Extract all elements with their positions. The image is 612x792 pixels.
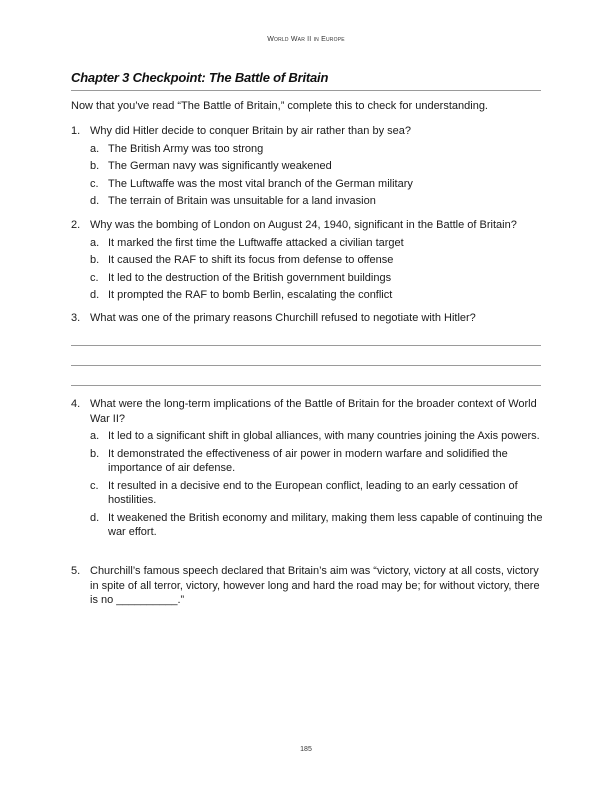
option-text: It marked the first time the Luftwaffe attacked a civilian target bbox=[108, 236, 404, 249]
answer-line[interactable] bbox=[71, 365, 541, 366]
option-text: The Luftwaffe was the most vital branch of the German military bbox=[108, 177, 413, 190]
question-2 bbox=[71, 218, 543, 303]
question-1 bbox=[71, 124, 543, 209]
option-letter: c. bbox=[90, 177, 99, 190]
option-text: It demonstrated the effectiveness of air power in modern warfare and solidified the importance of air defense. bbox=[108, 447, 508, 474]
answer-option[interactable] bbox=[90, 479, 543, 508]
question-number: 5. bbox=[71, 565, 81, 577]
answer-option[interactable] bbox=[90, 429, 543, 444]
answer-option[interactable] bbox=[90, 236, 543, 251]
question-text: Why did Hitler decide to conquer Britain by air rather than by sea? bbox=[90, 125, 411, 137]
page-number: 185 bbox=[300, 746, 312, 753]
question-text: What was one of the primary reasons Churchill refused to negotiate with Hitler? bbox=[90, 312, 476, 324]
answer-option[interactable] bbox=[90, 253, 543, 268]
question-text: Churchill’s famous speech declared that Britain’s aim was “victory, victory at all costs, victory in spite of all terror, victory, however long and hard the road may be; for without victory, there is no __________.” bbox=[90, 565, 540, 606]
option-text: It weakened the British economy and military, making them less capable of continuing the war effort. bbox=[108, 511, 543, 538]
option-letter: c. bbox=[90, 271, 99, 284]
answer-option[interactable] bbox=[90, 511, 543, 540]
question-number: 2. bbox=[71, 219, 81, 231]
option-letter: a. bbox=[90, 142, 100, 155]
option-text: It caused the RAF to shift its focus from defense to offense bbox=[108, 254, 394, 266]
option-letter: b. bbox=[90, 160, 100, 172]
option-letter: c. bbox=[90, 479, 99, 492]
title-divider bbox=[71, 90, 541, 91]
question-number: 4. bbox=[71, 398, 81, 410]
option-letter: a. bbox=[90, 236, 100, 249]
question-number: 1. bbox=[71, 125, 81, 137]
option-text: The terrain of Britain was unsuitable for a land invasion bbox=[108, 195, 376, 207]
running-header bbox=[0, 36, 612, 43]
question-5 bbox=[71, 564, 543, 608]
option-letter: d. bbox=[90, 289, 100, 301]
option-letter: b. bbox=[90, 447, 100, 460]
running-header-text: World War II in Europe bbox=[267, 36, 345, 43]
intro-text: Now that you’ve read “The Battle of Britain,” complete this to check for understanding. bbox=[71, 100, 488, 112]
option-letter: b. bbox=[90, 254, 100, 266]
answer-option[interactable] bbox=[90, 142, 543, 157]
option-letter: d. bbox=[90, 511, 100, 524]
answer-option[interactable] bbox=[90, 177, 543, 192]
option-text: It led to the destruction of the British government buildings bbox=[108, 271, 392, 284]
question-text: Why was the bombing of London on August 24, 1940, significant in the Battle of Britain? bbox=[90, 219, 517, 231]
option-text: It prompted the RAF to bomb Berlin, escalating the conflict bbox=[108, 289, 393, 301]
answer-option[interactable] bbox=[90, 288, 543, 303]
option-text: It led to a significant shift in global alliances, with many countries joining the Axis powers. bbox=[108, 430, 540, 442]
answer-option[interactable] bbox=[90, 159, 543, 174]
answer-option[interactable] bbox=[90, 447, 543, 476]
question-text: What were the long-term implications of the Battle of Britain for the broader context of World War II? bbox=[90, 398, 537, 425]
answer-line[interactable] bbox=[71, 345, 541, 346]
question-3 bbox=[71, 311, 543, 326]
question-number: 3. bbox=[71, 312, 81, 324]
option-text: The British Army was too strong bbox=[108, 142, 264, 155]
answer-option[interactable] bbox=[90, 271, 543, 286]
option-text: It resulted in a decisive end to the European conflict, leading to an early cessation of hostilities. bbox=[108, 479, 518, 506]
option-letter: a. bbox=[90, 430, 100, 442]
option-letter: d. bbox=[90, 195, 100, 207]
question-4 bbox=[71, 397, 543, 540]
option-text: The German navy was significantly weakened bbox=[108, 160, 332, 172]
answer-option[interactable] bbox=[90, 194, 543, 209]
page-title: Chapter 3 Checkpoint: The Battle of Britain bbox=[71, 70, 329, 85]
answer-line[interactable] bbox=[71, 385, 541, 386]
